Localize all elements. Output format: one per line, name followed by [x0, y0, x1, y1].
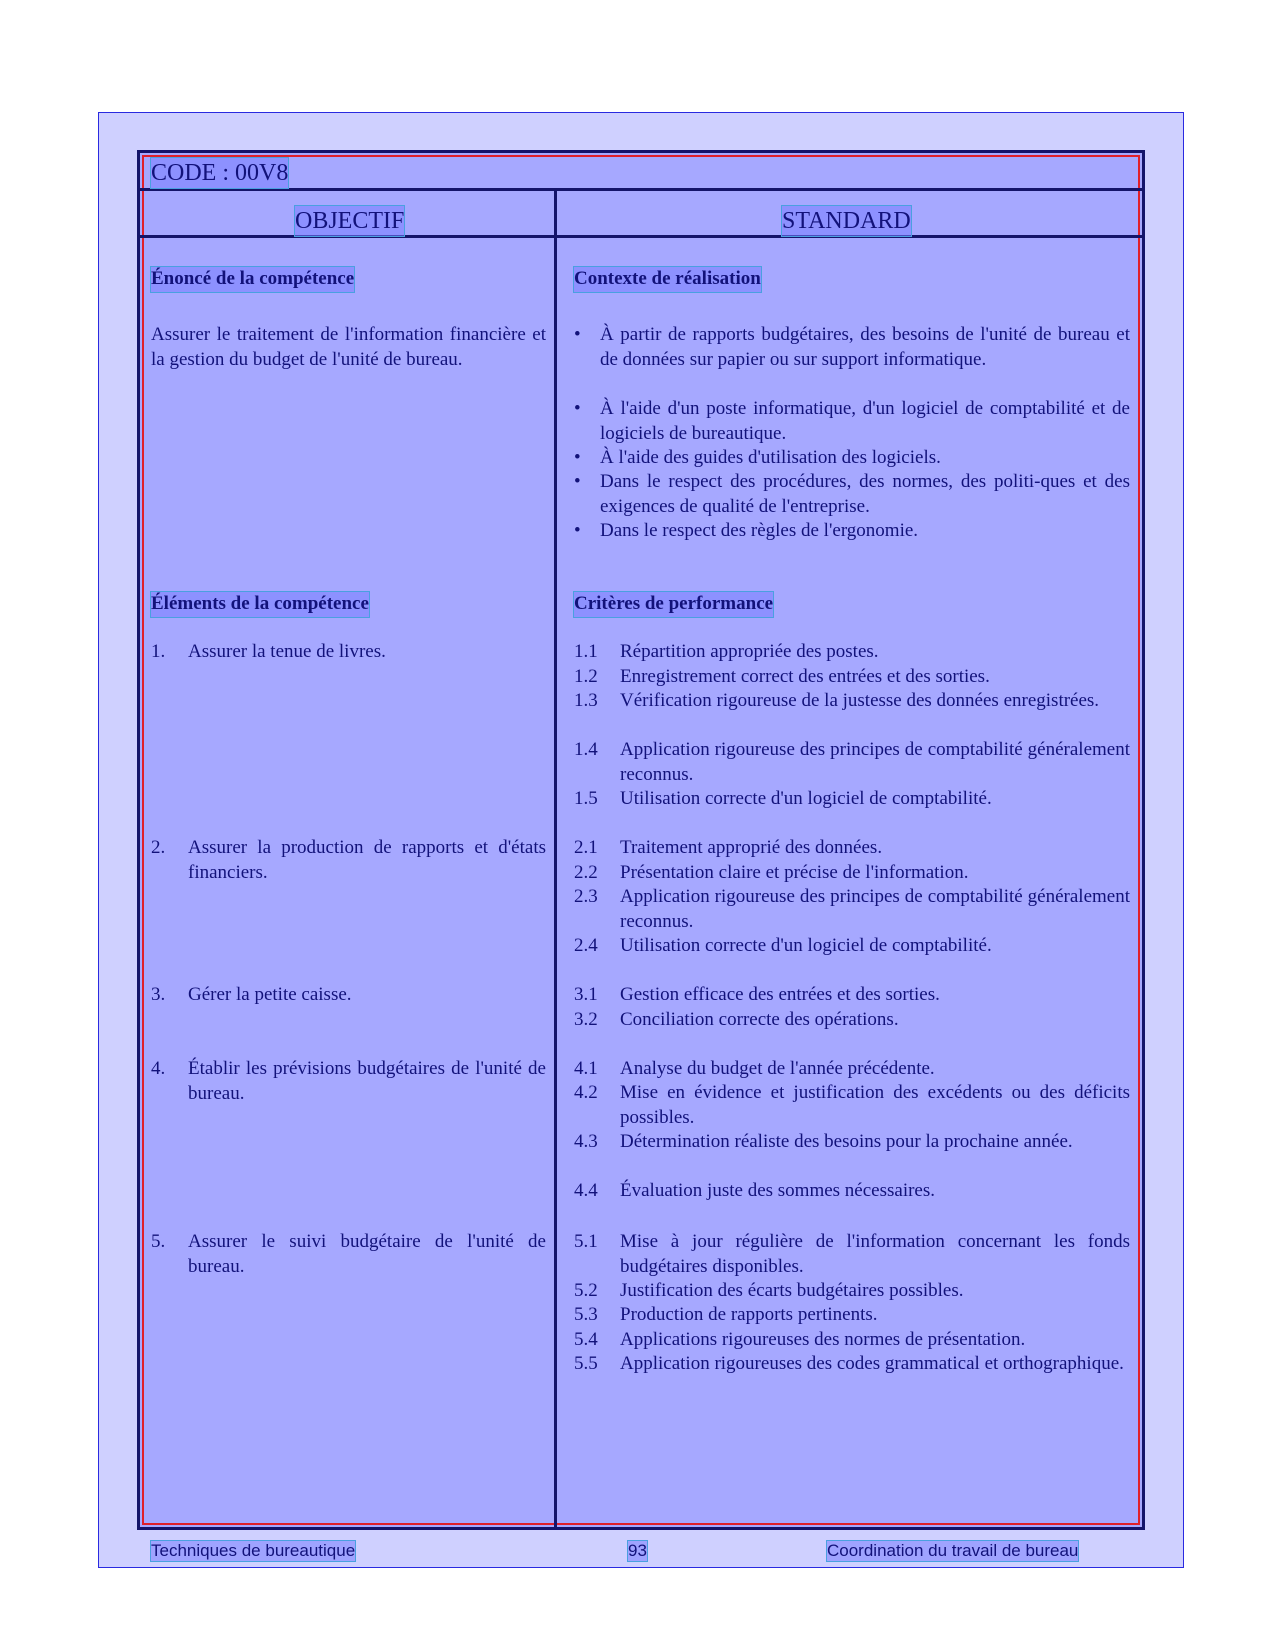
- contexte-item: [574, 519, 1130, 544]
- critere-item-number: 3.2: [574, 1009, 598, 1030]
- element-item: [151, 640, 546, 665]
- element-item: [151, 983, 546, 1008]
- critere-item-number: 2.2: [574, 862, 598, 883]
- critere-item: [574, 738, 1130, 787]
- critere-item-text: Évaluation juste des sommes nécessaires.: [620, 1180, 936, 1201]
- contexte-item-number: •: [574, 324, 581, 345]
- contexte-item-text: À l'aide d'un poste informatique, d'un logiciel de comptabilité et de logiciels de bureautique.: [600, 398, 1130, 444]
- critere-item-number: 5.2: [574, 1280, 598, 1301]
- critere-item-number: 4.1: [574, 1058, 598, 1079]
- contexte-item: [574, 397, 1130, 446]
- enonce-text: Assurer le traitement de l'information financière et la gestion du budget de l'unité de bureau.: [151, 324, 546, 370]
- critere-item: [574, 1081, 1130, 1130]
- element-item-number: 2.: [151, 837, 166, 858]
- contexte-item: [574, 446, 1130, 471]
- column-divider: [554, 188, 557, 1527]
- critere-item-number: 5.4: [574, 1329, 598, 1350]
- critere-item: [574, 787, 1130, 812]
- critere-item-text: Répartition appropriée des postes.: [620, 641, 879, 662]
- element-item-text: Assurer le suivi budgétaire de l'unité de bureau.: [188, 1231, 546, 1277]
- header-standard: STANDARD: [782, 208, 911, 234]
- critere-item-text: Traitement approprié des données.: [620, 837, 883, 858]
- critere-item: [574, 885, 1130, 934]
- element-item-text: Établir les prévisions budgétaires de l'unité de bureau.: [188, 1058, 546, 1104]
- critere-item-number: 4.4: [574, 1180, 598, 1201]
- critere-item-number: 1.5: [574, 788, 598, 809]
- critere-item-text: Applications rigoureuses des normes de présentation.: [620, 1329, 1026, 1350]
- critere-item-number: 2.4: [574, 935, 598, 956]
- critere-item-text: Enregistrement correct des entrées et des sorties.: [620, 666, 990, 687]
- critere-item: [574, 665, 1130, 690]
- element-item-text: Gérer la petite caisse.: [188, 984, 352, 1005]
- critere-item-number: 1.2: [574, 666, 598, 687]
- critere-item: [574, 1303, 1130, 1328]
- header-objective: OBJECTIF: [295, 208, 405, 234]
- critere-item-number: 4.2: [574, 1082, 598, 1103]
- critere-item: [574, 1179, 1130, 1204]
- critere-item-text: Vérification rigoureuse de la justesse des données enregistrées.: [620, 690, 1100, 711]
- contexte-item-text: À partir de rapports budgétaires, des besoins de l'unité de bureau et de données sur papier ou sur support informatique.: [600, 324, 1130, 370]
- enonce-title: Énoncé de la compétence: [151, 267, 354, 292]
- critere-item-number: 1.3: [574, 690, 598, 711]
- critere-item-number: 4.3: [574, 1131, 598, 1152]
- critere-item-text: Utilisation correcte d'un logiciel de comptabilité.: [620, 788, 992, 809]
- element-item: [151, 1057, 546, 1106]
- critere-item-number: 5.1: [574, 1231, 598, 1252]
- critere-item-text: Production de rapports pertinents.: [620, 1304, 878, 1325]
- critere-item: [574, 861, 1130, 886]
- footer-left: Techniques de bureautique: [151, 1541, 356, 1560]
- critere-item-text: Gestion efficace des entrées et des sorties.: [620, 984, 940, 1005]
- element-item-number: 4.: [151, 1058, 166, 1079]
- contexte-item-text: Dans le respect des règles de l'ergonomie.: [600, 520, 919, 541]
- critere-item: [574, 689, 1130, 714]
- critere-item-number: 3.1: [574, 984, 598, 1005]
- critere-item: [574, 1008, 1130, 1033]
- critere-item-text: Application rigoureuse des principes de comptabilité généralement reconnus.: [620, 739, 1130, 785]
- critere-item-text: Analyse du budget de l'année précédente.: [620, 1058, 935, 1079]
- critere-item-text: Détermination réaliste des besoins pour la prochaine année.: [620, 1131, 1073, 1152]
- contexte-item-text: Dans le respect des procédures, des normes, des politi-ques et des exigences de qualité de l'entreprise.: [600, 471, 1130, 517]
- element-item-number: 1.: [151, 641, 166, 662]
- critere-item-number: 1.1: [574, 641, 598, 662]
- element-item: [151, 1230, 546, 1279]
- contexte-item-number: •: [574, 471, 581, 492]
- element-item-text: Assurer la production de rapports et d'états financiers.: [188, 837, 546, 883]
- element-item: [151, 836, 546, 885]
- critere-item-text: Justification des écarts budgétaires possibles.: [620, 1280, 964, 1301]
- critere-item-number: 5.5: [574, 1353, 598, 1374]
- contexte-item: [574, 470, 1130, 519]
- elements-title: Éléments de la compétence: [151, 592, 369, 617]
- critere-item-text: Mise à jour régulière de l'information concernant les fonds budgétaires disponibles.: [620, 1231, 1130, 1277]
- contexte-item-number: •: [574, 398, 581, 419]
- critere-item: [574, 836, 1130, 861]
- contexte-title: Contexte de réalisation: [574, 267, 761, 292]
- critere-item: [574, 1230, 1130, 1279]
- critere-item-number: 1.4: [574, 739, 598, 760]
- contexte-item-text: À l'aide des guides d'utilisation des logiciels.: [600, 447, 941, 468]
- critere-item: [574, 1352, 1130, 1377]
- critere-item: [574, 934, 1130, 959]
- critere-item: [574, 640, 1130, 665]
- contexte-item-number: •: [574, 520, 581, 541]
- page-number: 93: [628, 1541, 647, 1560]
- critere-item: [574, 1130, 1130, 1155]
- element-item-number: 5.: [151, 1231, 166, 1252]
- competency-code: CODE : 00V8: [151, 160, 289, 186]
- criteres-title: Critères de performance: [574, 592, 773, 617]
- critere-item-text: Utilisation correcte d'un logiciel de comptabilité.: [620, 935, 992, 956]
- header-row-divider: [140, 235, 1142, 238]
- critere-item: [574, 1279, 1130, 1304]
- element-item-text: Assurer la tenue de livres.: [188, 641, 386, 662]
- critere-item-text: Conciliation correcte des opérations.: [620, 1009, 899, 1030]
- critere-item-text: Mise en évidence et justification des excédents ou des déficits possibles.: [620, 1082, 1130, 1128]
- code-row-divider: [140, 188, 1142, 191]
- critere-item-number: 2.1: [574, 837, 598, 858]
- critere-item: [574, 1328, 1130, 1353]
- contexte-item-number: •: [574, 447, 581, 468]
- critere-item-text: Application rigoureuses des codes grammatical et orthographique.: [620, 1353, 1124, 1374]
- critere-item-number: 2.3: [574, 886, 598, 907]
- critere-item-text: Application rigoureuse des principes de comptabilité généralement reconnus.: [620, 886, 1130, 932]
- footer-right: Coordination du travail de bureau: [827, 1541, 1079, 1560]
- critere-item-number: 5.3: [574, 1304, 598, 1325]
- critere-item-text: Présentation claire et précise de l'information.: [620, 862, 969, 883]
- contexte-item: [574, 323, 1130, 372]
- element-item-number: 3.: [151, 984, 166, 1005]
- critere-item: [574, 1057, 1130, 1082]
- critere-item: [574, 983, 1130, 1008]
